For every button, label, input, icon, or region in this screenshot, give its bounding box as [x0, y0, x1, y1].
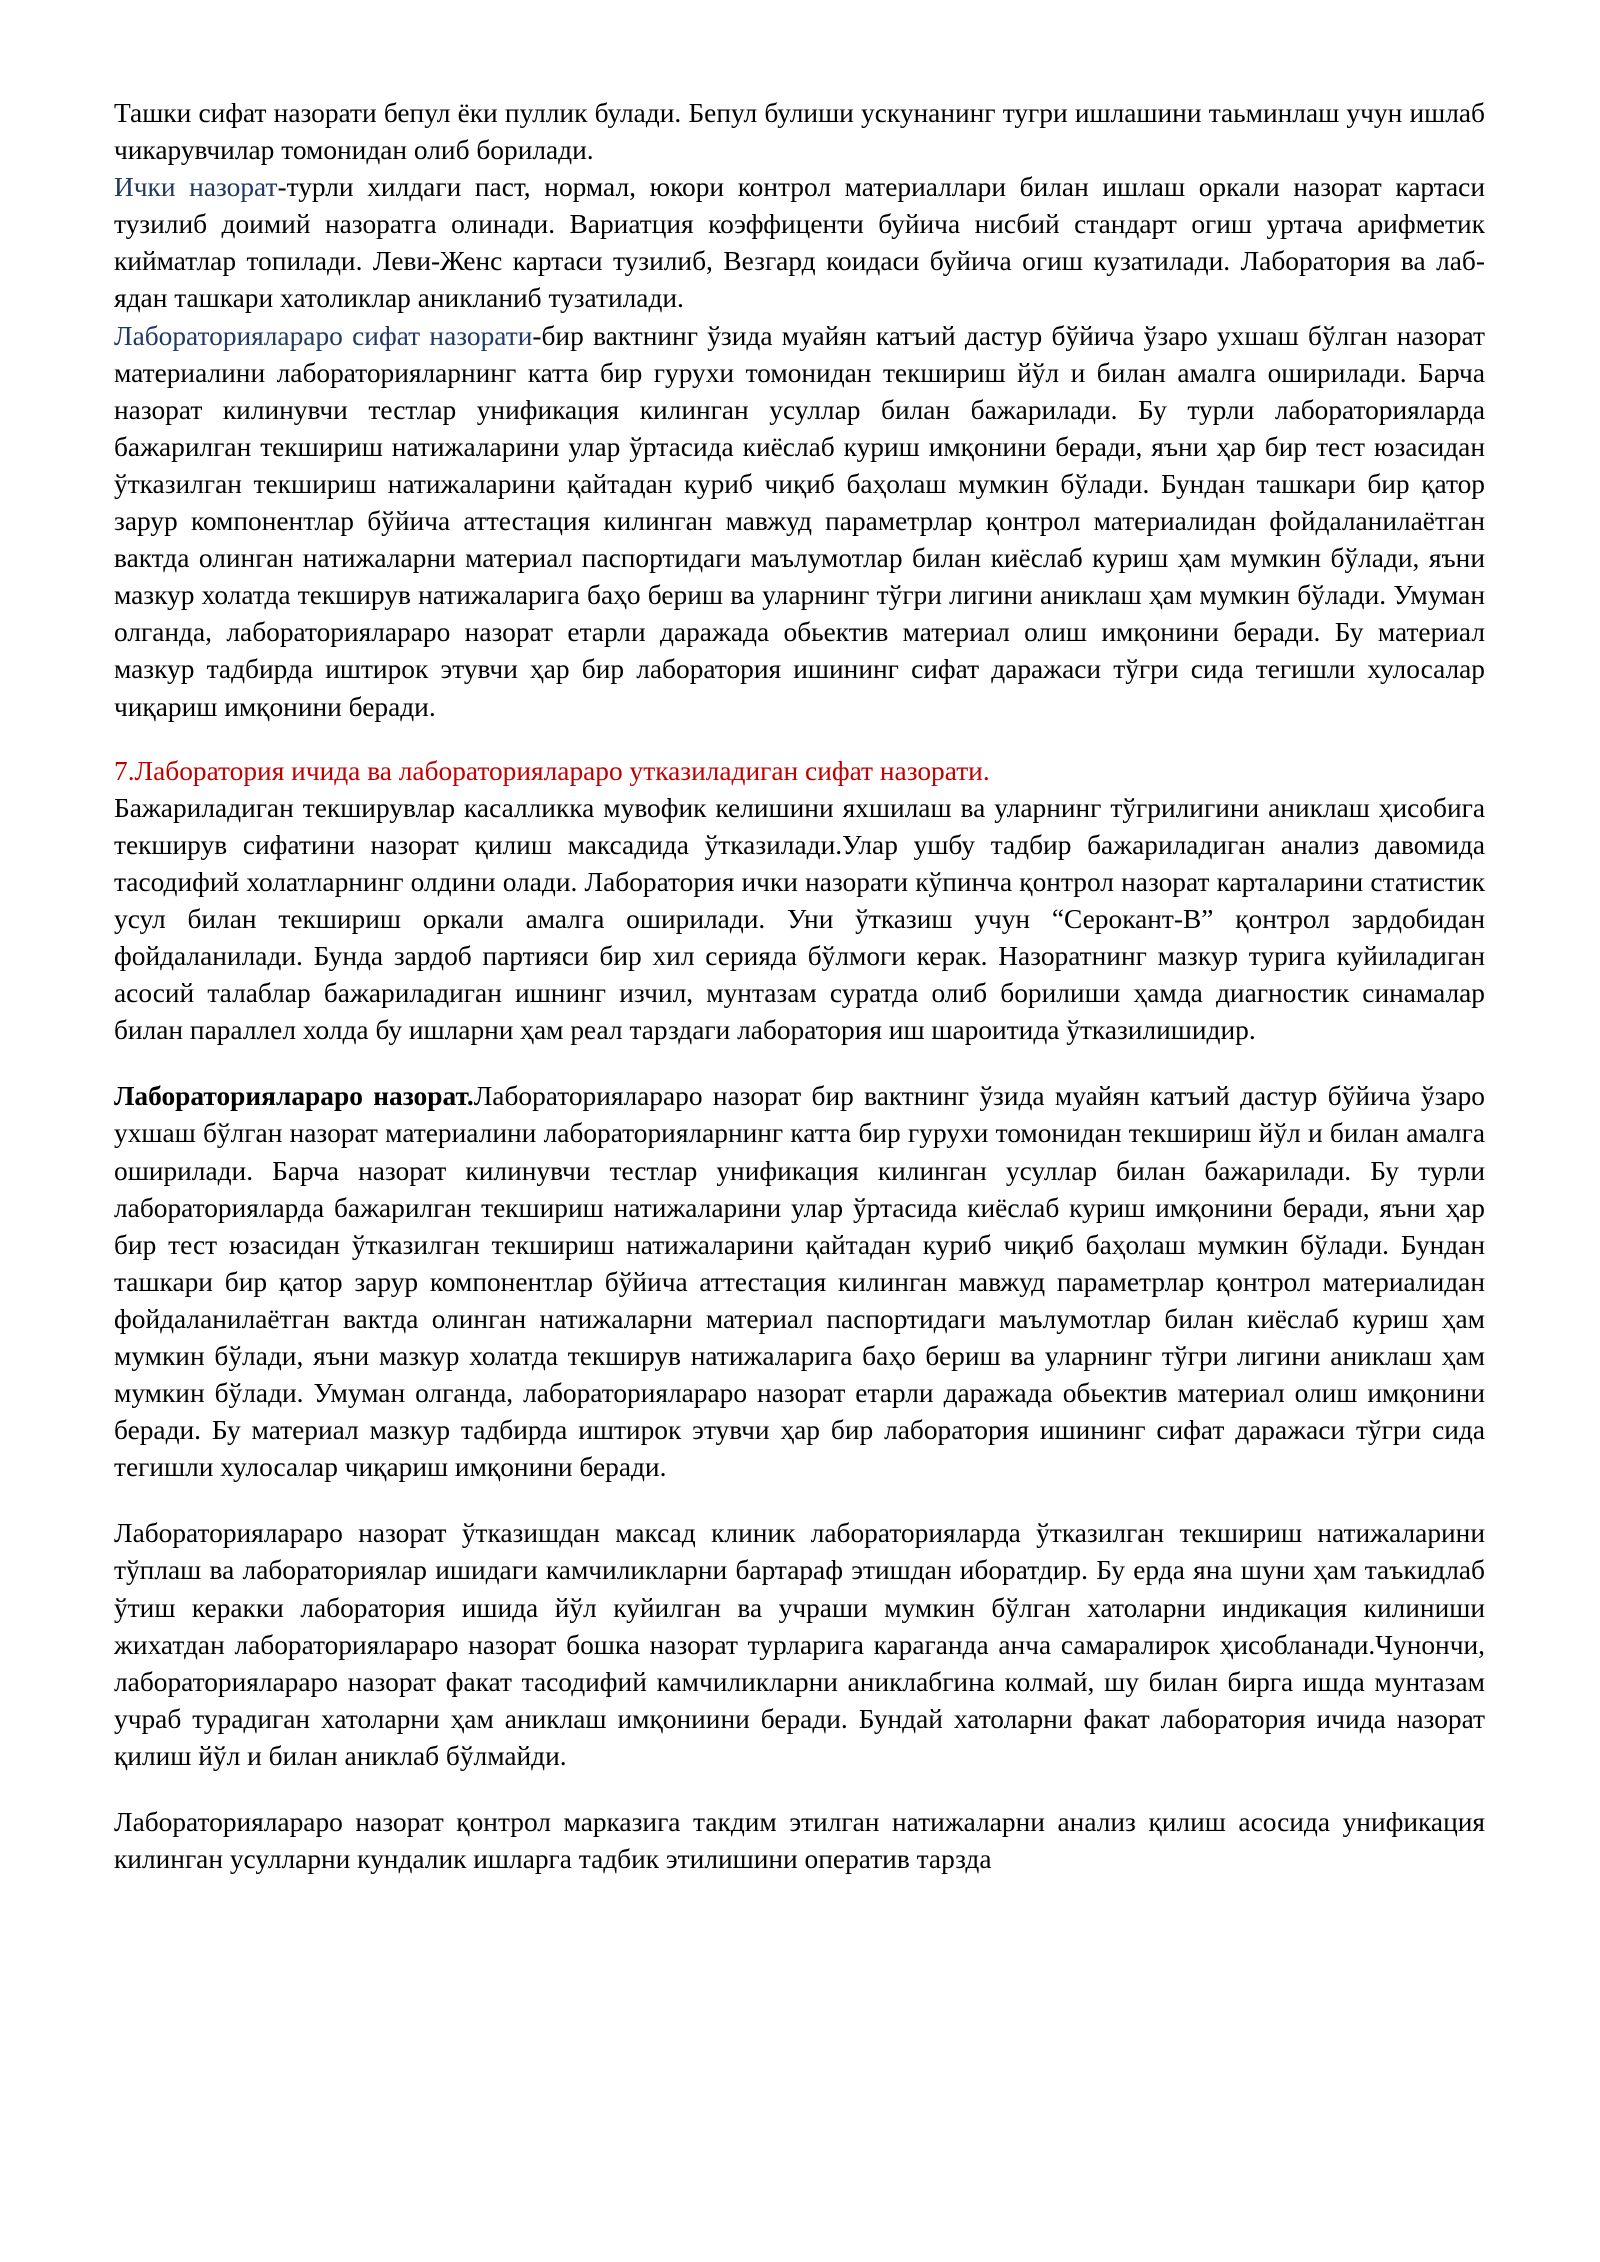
paragraph-interlab-purpose: Лабораторияларaро назорат ўтказишдан максад клиник лабораторияларда ўтказилган текшириш натижаларини тўплаш ва лабораториялар ишидаги камчиликларни бартараф этишдан иборатдир. Бу ерда яна шуни ҳам таъкидлаб ўтиш керакки лаборатория ишида йўл куйилган ва учраши мумкин бўлган хатоларни индикация килиниши жихатдан лабораторияларaро назорат бошка назорат турларига караганда анча самаралирок ҳисобланади.Чунончи, лабораторияларaро назорат факат тасодифий камчиликларни аниклабгина колмай, шу билан бирга ишда мунтазам учраб турадиган хатоларни ҳам аниклаш имқониини беради. Бундай хатоларни факат лаборатория ичида назорат қилиш йўл и билан аниклаб бўлмайди. — [114, 1518, 1485, 1771]
section-heading-7: 7.Лаборатория ичида ва лабораторияларaро утказиладиган сифат назорати. — [114, 755, 990, 786]
term-interlab-quality-control: Лабораторияларaро сифат назорати — [114, 320, 533, 351]
paragraph-external-quality-control: Ташки сифат назорати бепул ёки пуллик булади. Бепул булиши ускунанинг тугри ишлашини таьминлаш учун ишлаб чикарувчилар томонидан олиб борилади. — [114, 98, 1485, 166]
paragraph-interlab-quality-control-text: -бир вактнинг ўзида муайян катъий дастур бўйича ўзаро ухшаш бўлган назорат материалини лабораторияларнинг катта бир гурухи томонидан текшириш йўл и билан амалга оширилади. Барча назорат килинувчи тестлар унификация килинган усуллар билан бажарилади. Бу турли лабораторияларда бажарилган текшириш натижаларини улар ўртасида киёслаб куриш имқонини беради, яъни ҳар бир тест юзасидан ўтказилган текшириш натижаларини қайтадан куриб чиқиб баҳолаш мумкин бўлади. Бундан ташкари бир қатор зарур компонентлар бўйича аттестация килинган мавжуд параметрлар қонтрол материалидан фойдаланилаётган вактда олинган натижаларни материал паспортидаги маълумотлар билан киёслаб куриш ҳам мумкин бўлади, яъни мазкур холатда текширув натижаларига баҳо бериш ва уларнинг тўгри лигини аниклаш ҳам мумкин бўлади. Умуман олганда, лабораторияларaро назорат етарли даражада обьектив материал олиш имқонини беради. Бу материал мазкур тадбирда иштирок этувчи ҳар бир лаборатория ишининг сифат даражаси тўгри сида тегишли хулосалар чиқариш имқонини беради. — [114, 320, 1485, 722]
paragraph-internal-control — [114, 169, 1485, 317]
paragraph-interlab-quality-control — [114, 318, 1485, 726]
paragraph-intralab-control: Бажариладиган текширувлар касалликка мувофик келишини яхшилаш ва уларнинг тўгрилигини аниклаш ҳисобига текширув сифатини назорат қилиш максадида ўтказилади.Улар ушбу тадбир бажариладиган анализ давомида тасодифий холатларнинг олдини олади. Лаборатория ички назорати кўпинча қонтрол назорат карталарини статистик усул билан текшириш оркали амалга оширилади. Уни ўтказиш учун “Серокант-В” қонтрол зардобидан фойдаланилади. Бунда зардоб партияси бир хил серияда бўлмоги керак. Назоратнинг мазкур турига куйиладиган асосий талаблар бажариладиган ишнинг изчил, мунтазам суратда олиб борилиши ҳамда диагностик синамалар билан параллел холда бу ишларни ҳам реал тарздаги лаборатория иш шароитида ўтказилишидир. — [114, 792, 1485, 1046]
paragraph-interlab-control — [114, 1078, 1485, 1486]
term-interlab-control-bold: Лабораторияларaро назорат. — [114, 1081, 474, 1112]
paragraph-internal-control-text: -турли хилдаги паст, нормал, юкори контрол материаллари билан ишлаш оркали назорат картаси тузилиб доимий назоратга олинади. Вариатция коэффиценти буйича нисбий стандарт огиш уртача арифметик кийматлар топилади. Леви-Женс картаси тузилиб, Везгард коидаси буйича огиш кузатилади. Лаборатория ва лаб-ядан ташкари хатоликлар аникланиб тузатилади. — [114, 172, 1485, 314]
paragraph-interlab-control-text: Лабораторияларaро назорат бир вактнинг ўзида муайян катъий дастур бўйича ўзаро ухшаш бўлган назорат материалини лабораторияларнинг катта бир гурухи томонидан текшириш йўл и билан амалга оширилади. Барча назорат килинувчи тестлар унификация килинган усуллар билан бажарилади. Бу турли лабораторияларда бажарилган текшириш натижаларини улар ўртасида киёслаб куриш имқонини беради, яъни ҳар бир тест юзасидан ўтказилган текшириш натижаларини қайтадан куриб чиқиб баҳолаш мумкин бўлади. Бундан ташкари бир қатор зарур компонентлар бўйича аттестация килинган мавжуд параметрлар қонтрол материалидан фойдаланилаётган вактда олинган натижаларни материал паспортидаги маълумотлар билан киёслаб куриш ҳам мумкин бўлади, яъни мазкур холатда текширув натижаларига баҳо бериш ва уларнинг тўгри лигини аниклаш ҳам мумкин бўлади. Умуман олганда, лабораторияларaро назорат етарли даражада обьектив материал олиш имқонини беради. Бу материал мазкур тадбирда иштирок этувчи ҳар бир лаборатория ишининг сифат даражаси тўгри сида тегишли хулосалар чиқариш имқонини беради. — [114, 1081, 1485, 1483]
paragraph-interlab-center: Лабораторияларaро назорат қонтрол марказига такдим этилган натижаларни анализ қилиш асосида унификация килинган усулларни кундалик ишларга тадбик этилишини оператив тарзда — [114, 1807, 1485, 1875]
document-page — [114, 95, 1485, 1878]
term-internal-control: Ички назорат — [114, 172, 278, 203]
